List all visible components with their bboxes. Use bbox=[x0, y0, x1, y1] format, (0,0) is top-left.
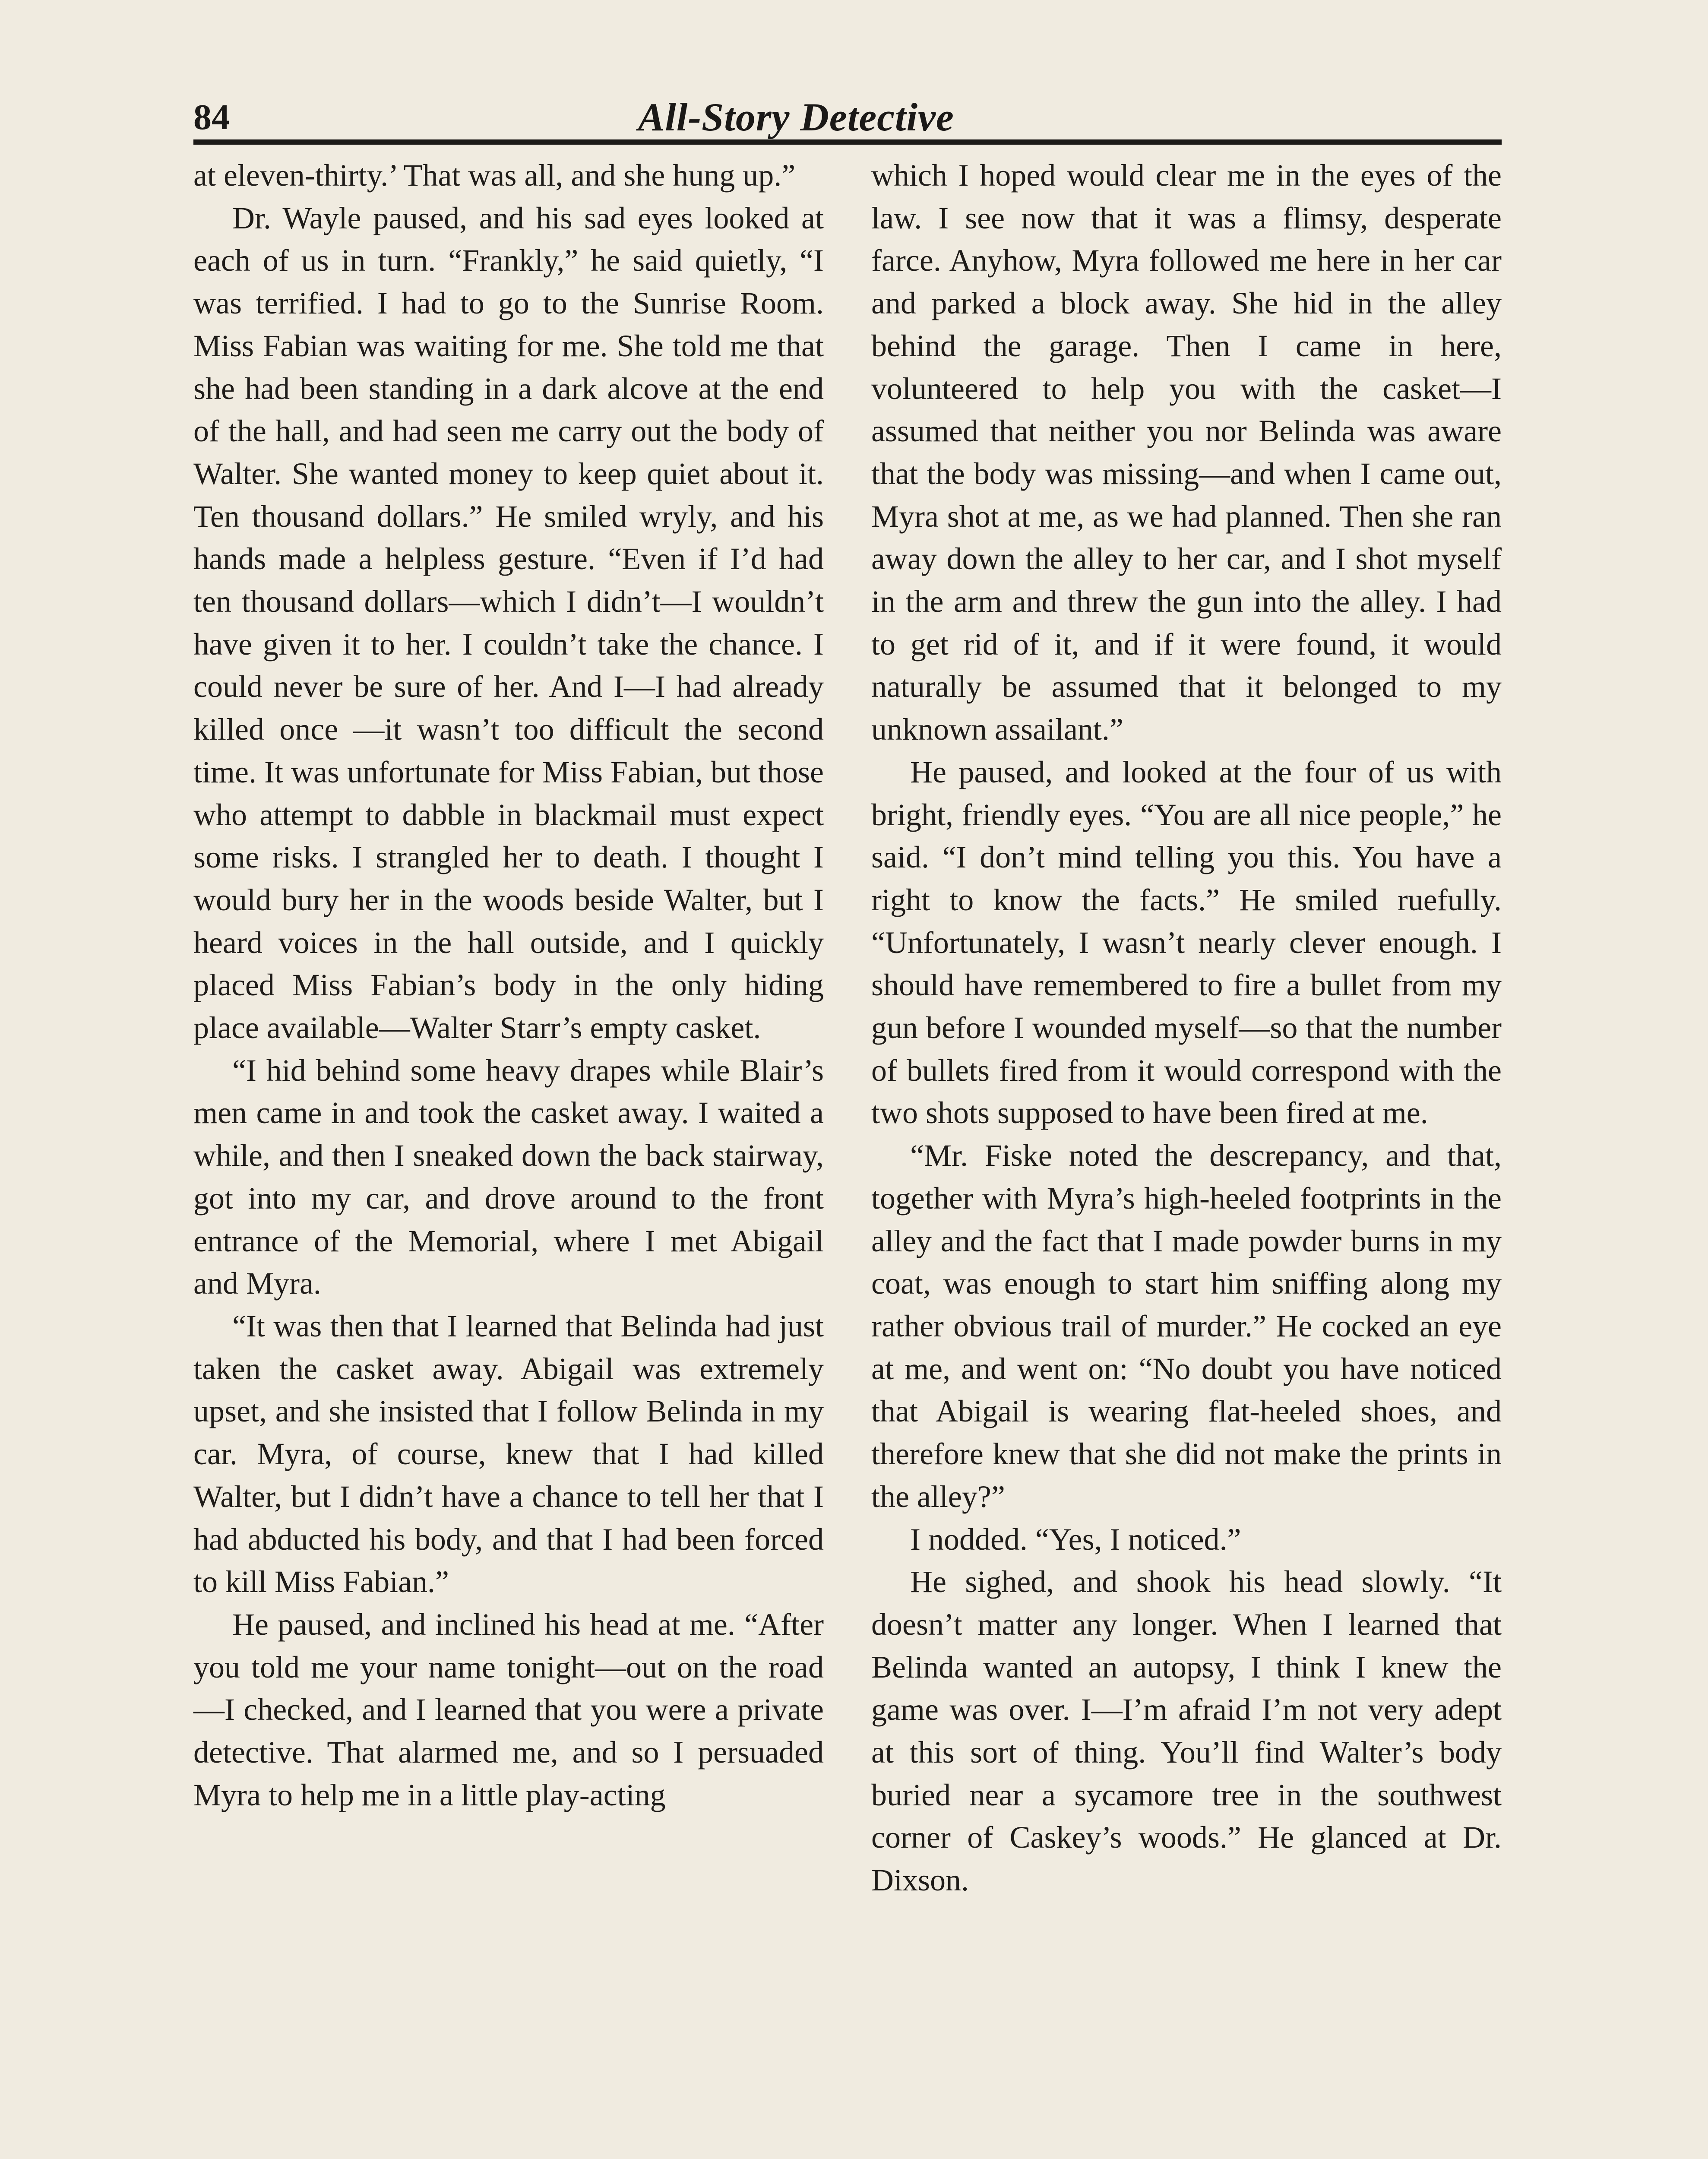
paragraph: which I hoped would clear me in the eyes of the law. I see now that it was a flimsy, desperate farce. Anyhow, Myra followed me here in her car and parked a block away. She hid in the alley behind the garage. Then I came in here, volunteered to help you with the casket—I assumed that neither you nor Belinda was aware that the body was missing—and when I came out, Myra shot at me, as we had planned. Then she ran away down the alley to her car, and I shot myself in the arm and threw the gun into the alley. I had to get rid of it, and if it were found, it would naturally be assumed that it belonged to my unknown assailant.” bbox=[871, 158, 1502, 747]
paragraph: “I hid behind some heavy drapes while Blair’s men came in and took the casket away. I waited a while, and then I sneaked down the back stairway, got into my car, and drove around to the front entrance of the Memorial, where I met Abigail and Myra. bbox=[193, 1053, 824, 1301]
paragraph: Dr. Wayle paused, and his sad eyes looked at each of us in turn. “Frankly,” he said quietly, “I was terrified. I had to go to the Sunrise Room. Miss Fabian was waiting for me. She told me that she had been standing in a dark alcove at the end of the hall, and had seen me carry out the body of Walter. She wanted money to keep quiet about it. Ten thousand dollars.” He smiled wryly, and his hands made a helpless gesture. “Even if I’d had ten thousand dollars—which I didn’t—I wouldn’t have given it to her. I couldn’t take the chance. I could never be sure of her. And I—I had already killed once —it wasn’t too difficult the second time. It was unfortunate for Miss Fabian, but those who attempt to dabble in blackmail must expect some risks. I strangled her to death. I thought I would bury her in the woods beside Walter, but I heard voices in the hall outside, and I quickly placed Miss Fabian’s body in the only hiding place available—Walter Starr’s empty casket. bbox=[193, 200, 824, 1045]
paragraph: “It was then that I learned that Belinda had just taken the casket away. Abigail was extremely upset, and she insisted that I follow Belinda in my car. Myra, of course, knew that I had killed Walter, but I didn’t have a chance to tell her that I had abducted his body, and that I had been forced to kill Miss Fabian.” bbox=[193, 1308, 824, 1599]
magazine-title: All-Story Detective bbox=[638, 95, 954, 139]
left-text-column bbox=[193, 154, 824, 1816]
paragraph: He sighed, and shook his head slowly. “It doesn’t matter any longer. When I learned that Belinda wanted an autopsy, I think I knew the game was over. I—I’m afraid I’m not very adept at this sort of thing. You’ll find Walter’s body buried near a sycamore tree in the southwest corner of Caskey’s woods.” He glanced at Dr. Dixson. bbox=[871, 1564, 1502, 1898]
paragraph: He paused, and inclined his head at me. “After you told me your name tonight—out on the road—I checked, and I learned that you were a private detective. That alarmed me, and so I persuaded Myra to help me in a little play-acting bbox=[193, 1607, 824, 1812]
paragraph: at eleven-thirty.’ That was all, and she hung up.” bbox=[193, 158, 796, 193]
page-header bbox=[193, 93, 1502, 142]
right-text-column bbox=[871, 154, 1502, 1902]
page-number: 84 bbox=[193, 97, 230, 137]
paragraph: He paused, and looked at the four of us with bright, friendly eyes. “You are all nice people,” he said. “I don’t mind telling you this. You have a right to know the facts.” He smiled ruefully. “Unfortunately, I wasn’t nearly clever enough. I should have remembered to fire a bullet from my gun before I wounded myself—so that the number of bullets fired from it would correspond with the two shots supposed to have been fired at me. bbox=[871, 754, 1502, 1130]
paragraph: “Mr. Fiske noted the descrepancy, and that, together with Myra’s high-heeled footprints in the alley and the fact that I made powder burns in my coat, was enough to start him sniffing along my rather obvious trail of murder.” He cocked an eye at me, and went on: “No doubt you have noticed that Abigail is wearing flat-heeled shoes, and therefore knew that she did not make the prints in the alley?” bbox=[871, 1138, 1502, 1514]
paragraph: I nodded. “Yes, I noticed.” bbox=[910, 1522, 1241, 1557]
header-rule bbox=[193, 139, 1502, 145]
